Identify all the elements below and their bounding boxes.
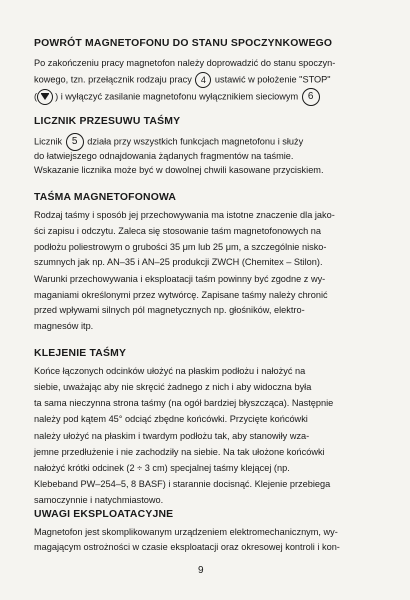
heading-tasma: TAŚMA MAGNETOFONOWA [34,192,177,203]
text-line: ta sama nieczynna strona taśmy (na ogół bardziej błyszcząca). Następnie [34,398,334,408]
text-line: należy ułożyć na płaskim i twardym podłożu tak, aby stanowiły wza- [34,431,310,441]
text-line: Magnetofon jest skomplikowanym urządzeniem elektromechanicznym, wy- [34,527,338,537]
text-line: do łatwiejszego odnajdowania żądanych fragmentów na taśmie. [34,151,294,161]
control-number-6: 6 [302,88,320,106]
text-line: ści zapisu i odczytu. Zaleca się stosowanie taśm magnetofonowych na [34,226,321,236]
text-line: ( ) i wyłączyć zasilanie magnetofonu wyłącznikiem sieciowym 6 [34,88,382,106]
text-fragment: i wyłączyć zasilanie magnetofonu wyłącznikiem sieciowym [60,91,299,102]
text-line: podłożu poliestrowym o grubości 35 μm lub 25 μm, a szczególnie nisko- [34,242,327,252]
text-line: samoczynnie i natychmiastowo. [34,495,164,505]
stop-symbol-icon [37,89,53,105]
text-line [34,72,382,88]
text-fragment: kowego, tzn. przełącznik rodzaju pracy [34,74,192,85]
text-line: magającym ostrożności w czasie eksploatacji oraz okresowej kontroli i kon- [34,542,340,552]
text-fragment: działa przy wszystkich funkcjach magnetofonu i służy [87,136,304,147]
heading-licznik: LICZNIK PRZESUWU TAŚMY [34,116,181,127]
text-line: przed wpływami silnych pól magnetycznych np. głośników, elektro- [34,305,305,315]
control-number-5: 5 [66,133,84,151]
text-line: szumnych jak np. AN–35 i AN–25 produkcji ZWCH (Chemitex – Stilon). [34,257,323,267]
heading-klejenie: KLEJENIE TAŚMY [34,348,127,359]
text-line [34,133,382,151]
control-number-4: 4 [195,72,211,88]
text-line: Po zakończeniu pracy magnetofon należy doprowadzić do stanu spoczyn- [34,58,336,68]
text-fragment: Licznik [34,136,63,147]
text-line: nałożyć krótki odcinek (2 ÷ 3 cm) specjalnej taśmy klejącej (np. [34,463,290,473]
text-line: Warunki przechowywania i eksploatacji taśm powinny być zgodne z wy- [34,274,326,284]
text-line: jemne przedłużenie i nie zachodziły na siebie. Na tak ułożone końcówki [34,447,325,457]
text-line: magnesów itp. [34,321,94,331]
heading-uwagi: UWAGI EKSPLOATACYJNE [34,509,174,520]
text-line: Wskazanie licznika może być w dowolnej chwili kasowane przyciskiem. [34,165,324,175]
text-fragment: ustawić w położenie "STOP" [214,74,331,85]
text-line: Końce łączonych odcinków ułożyć na płaskim podłożu i nałożyć na [34,366,306,376]
text-line: Klebeband PW–254–5, 8 BASF) i starannie docisnąć. Klejenie przebiega [34,479,331,489]
text-line: należy pod kątem 45° odciąć zbędne końcówki. Przycięte końcówki [34,414,308,424]
text-line: siebie, uważając aby nie skręcić żadnego z nich i aby widoczna była [34,382,312,392]
heading-powrot: POWRÓT MAGNETOFONU DO STANU SPOCZYNKOWEGO [34,38,333,49]
page-number: 9 [198,565,204,576]
text-line: maganiami określonymi przez wytwórcę. Zapisane taśmy należy chronić [34,290,328,300]
text-line: Rodzaj taśmy i sposób jej przechowywania ma istotne znaczenie dla jako- [34,210,335,220]
